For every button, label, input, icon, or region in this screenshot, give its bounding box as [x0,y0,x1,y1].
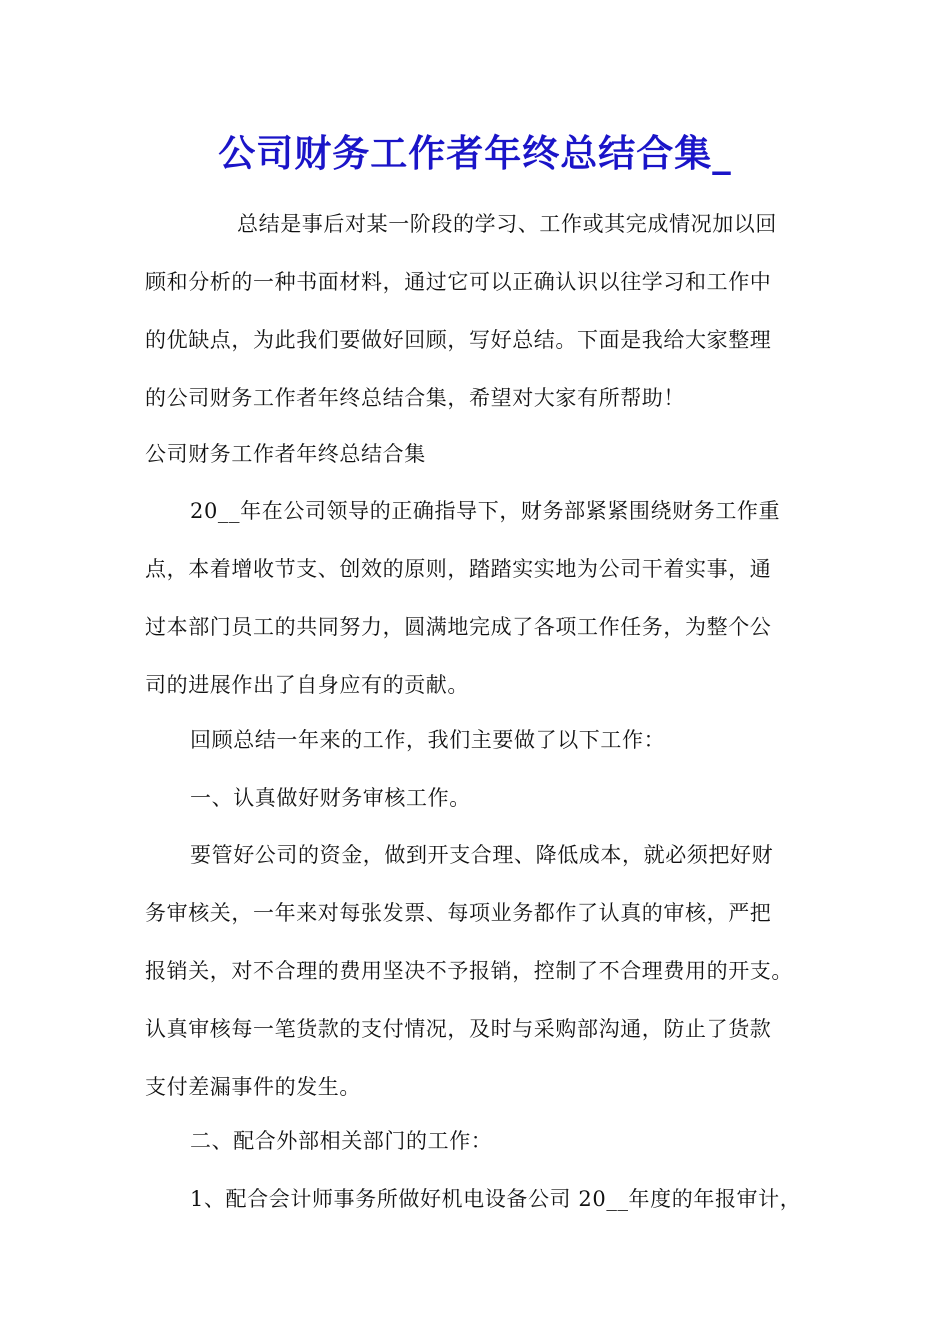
paragraph-3 [145,826,815,1116]
paragraph-line: 20__年在公司领导的正确指导下，财务部紧紧围绕财务工作重 [190,499,781,523]
section-heading-text: 二、配合外部相关部门的工作： [190,1129,493,1153]
paragraph-line: 报销关，对不合理的费用坚决不予报销，控制了不合理费用的开支。 [145,959,793,983]
paragraph-line: 要管好公司的资金，做到开支合理、降低成本，就必须把好财 [190,843,774,867]
paragraph-line: 过本部门员工的共同努力，圆满地完成了各项工作任务，为整个公 [145,615,772,639]
section-heading-text: 一、认真做好财务审核工作。 [190,786,471,810]
intro-line: 的优缺点，为此我们要做好回顾，写好总结。下面是我给大家整理 [145,328,772,352]
subheading [145,425,815,483]
paragraph-2 [145,711,815,769]
paragraph-1 [145,482,815,714]
intro-line: 的公司财务工作者年终总结合集，希望对大家有所帮助！ [145,386,685,410]
subheading-text: 公司财务工作者年终总结合集 [145,442,426,466]
paragraph-line: 认真审核每一笔货款的支付情况，及时与采购部沟通，防止了货款 [145,1017,772,1041]
paragraph-line: 支付差漏事件的发生。 [145,1075,361,1099]
paragraph-line: 点，本着增收节支、创效的原则，踏踏实实地为公司干着实事，通 [145,557,772,581]
paragraph-line: 务审核关，一年来对每张发票、每项业务都作了认真的审核，严把 [145,901,772,925]
paragraph-line: 1、配合会计师事务所做好机电设备公司 20__年度的年报审计， [190,1187,802,1211]
section-heading-2 [145,1112,815,1170]
document-title: 公司财务工作者年终总结合集_ [218,131,732,175]
intro-line: 顾和分析的一种书面材料，通过它可以正确认识以往学习和工作中 [145,270,772,294]
intro-line: 总结是事后对某一阶段的学习、工作或其完成情况加以回 [237,212,777,236]
intro-paragraph [145,195,815,427]
section-heading-1 [145,769,815,827]
paragraph-4 [145,1170,815,1228]
paragraph-line: 司的进展作出了自身应有的贡献。 [145,673,469,697]
paragraph-line: 回顾总结一年来的工作，我们主要做了以下工作： [190,728,666,752]
